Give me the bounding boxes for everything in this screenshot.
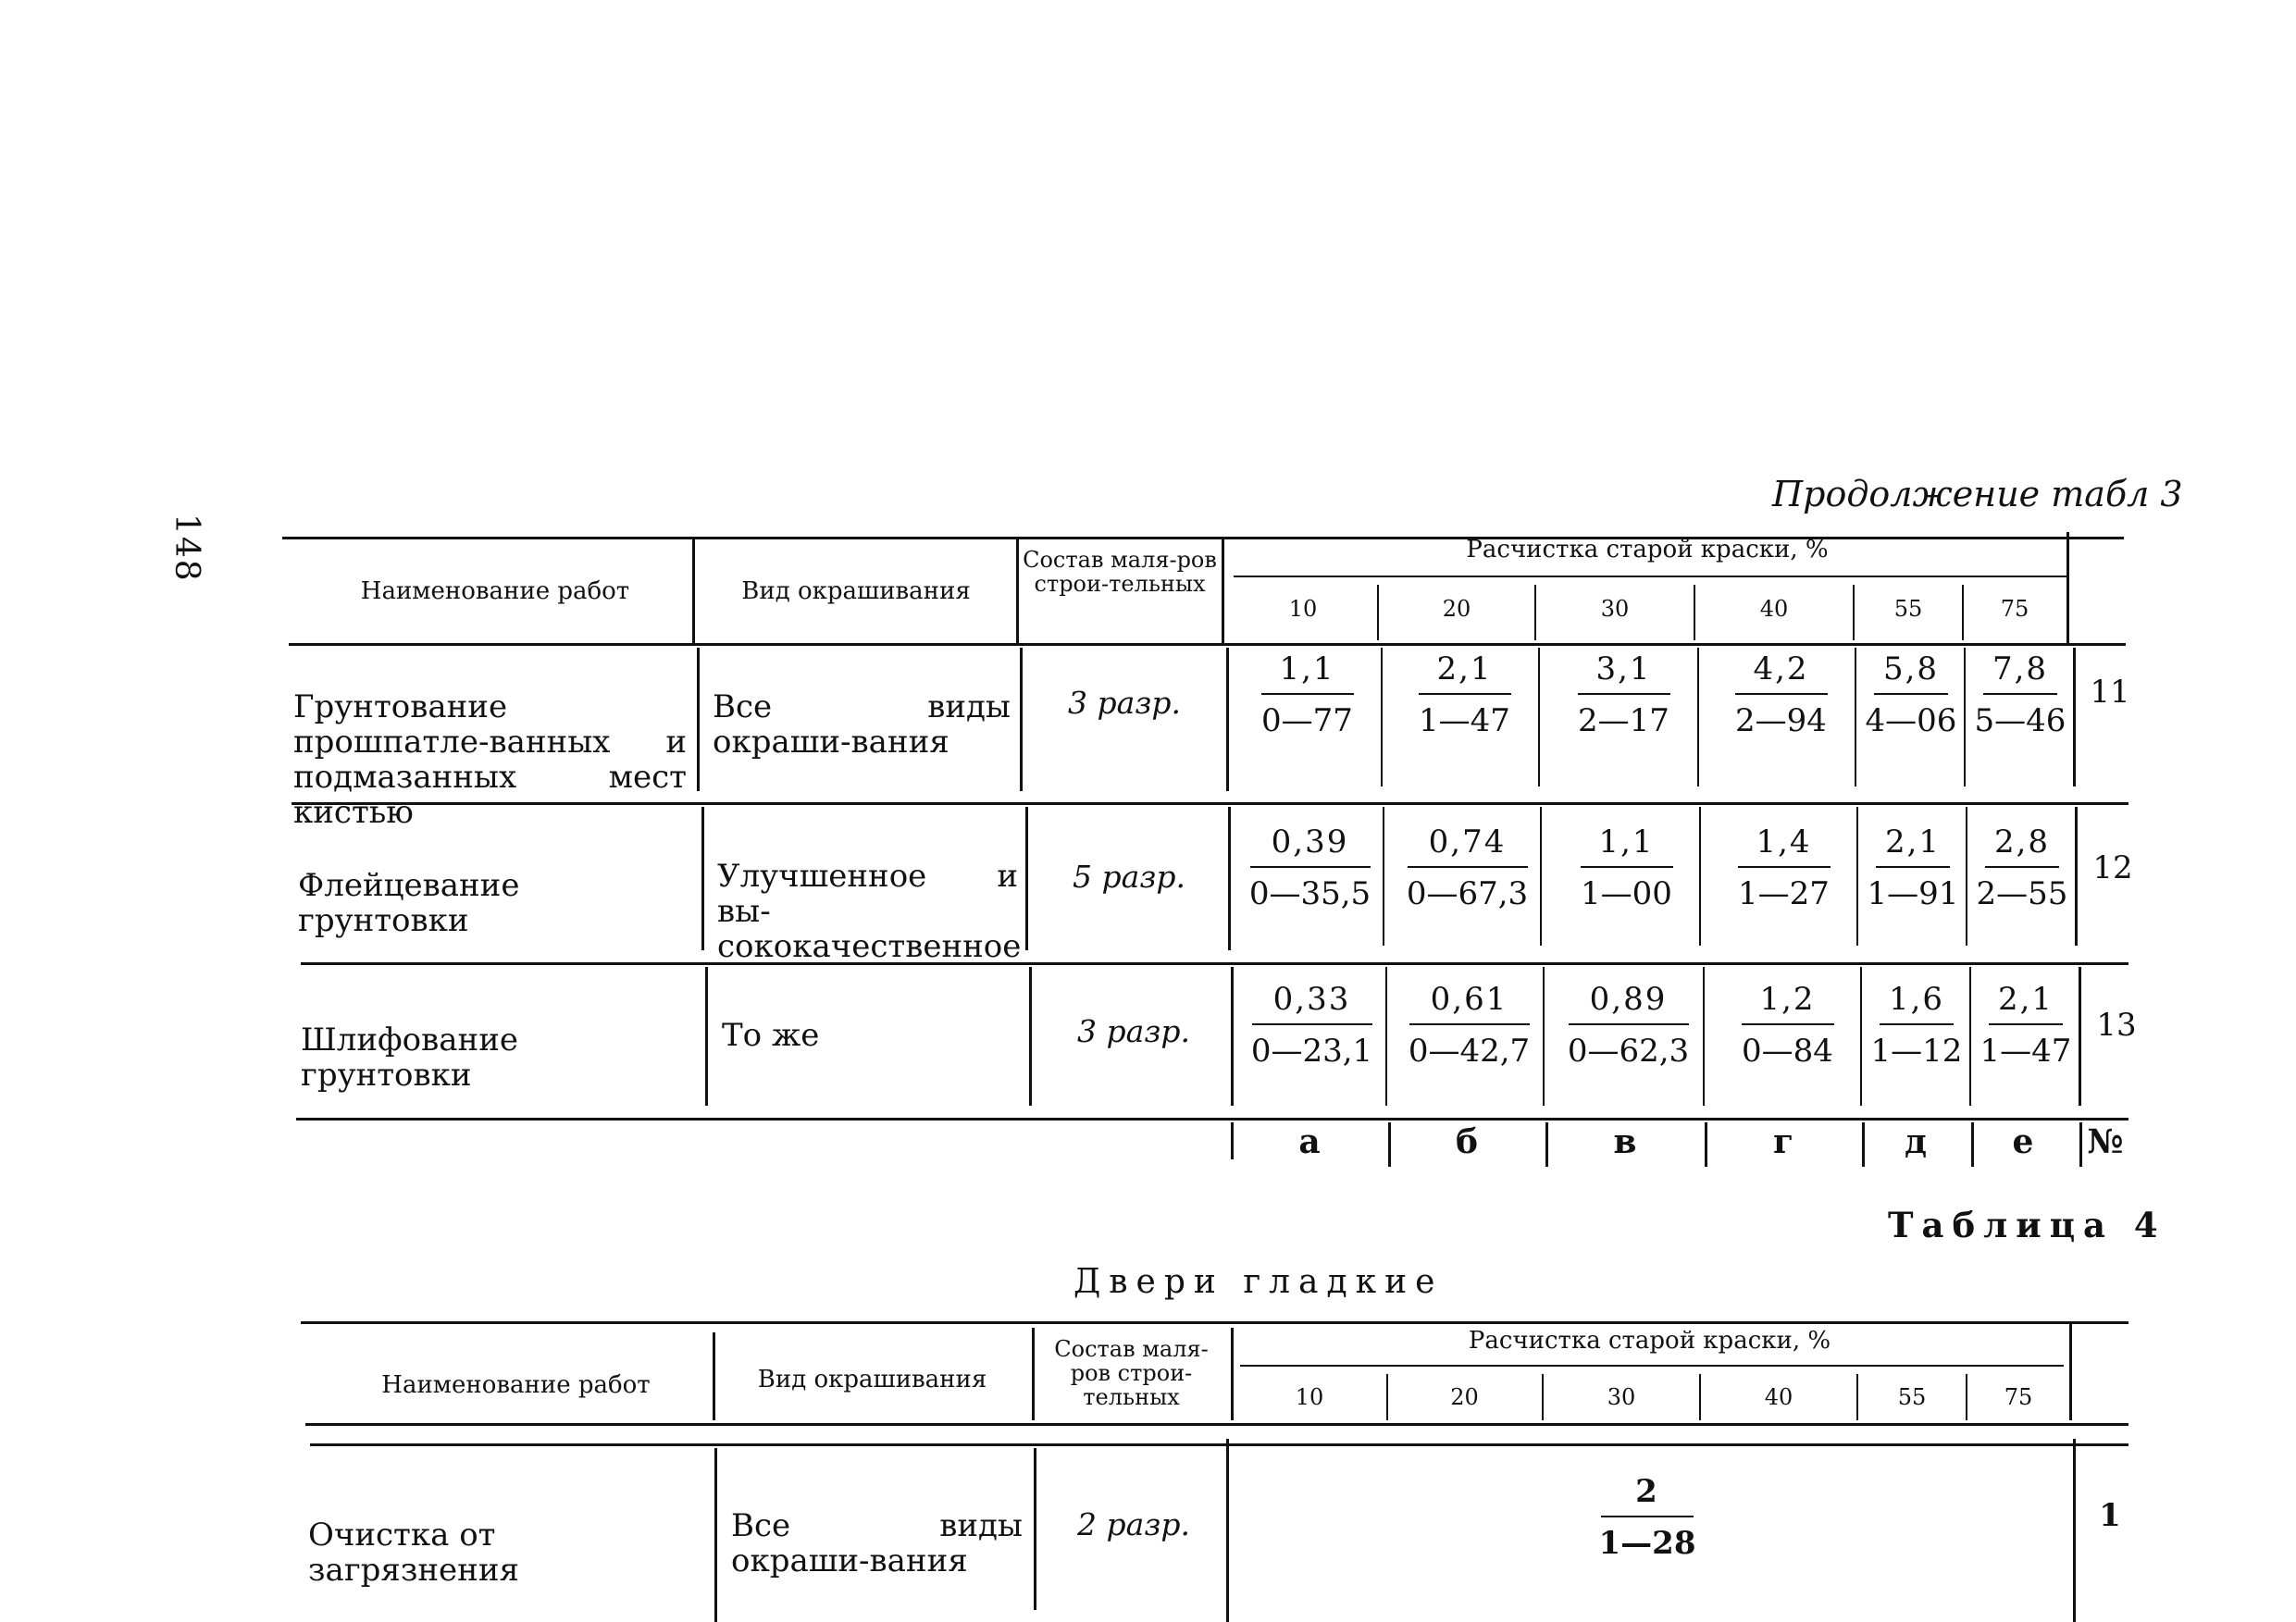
- value-fraction: 2,8 2—55: [1976, 823, 2068, 912]
- value-fraction: 2 1—28: [1598, 1473, 1696, 1562]
- row-grade: 5 разр.: [1073, 859, 1185, 895]
- table4-vrule: [1034, 1448, 1036, 1610]
- value-fraction: 1,1 0—77: [1261, 650, 1353, 739]
- table3-key-sep: [1388, 1122, 1391, 1167]
- table4-subtitle: Двери гладкие: [1074, 1263, 1444, 1301]
- column-key: б: [1455, 1122, 1478, 1161]
- row-grade: 2 разр.: [1077, 1506, 1190, 1542]
- table3-bottom-rule: [296, 1118, 2128, 1121]
- table3-vrule: [1538, 648, 1540, 786]
- table3-key-sep: [1971, 1122, 1974, 1167]
- table3-vrule: [2066, 532, 2069, 643]
- table3-vrule: [1226, 648, 1229, 791]
- row-number: 11: [2090, 674, 2130, 711]
- table4-vrule: [713, 1332, 715, 1420]
- table3-vrule: [1383, 807, 1384, 946]
- row-number: 1: [2099, 1497, 2121, 1534]
- table3-vrule: [1025, 807, 1028, 950]
- table3-vrule: [1540, 807, 1542, 946]
- table3-key-sep: [1231, 1122, 1234, 1159]
- header-percent: 75: [2004, 1384, 2033, 1410]
- row-name: Флейцевание грунтовки: [298, 867, 520, 939]
- table3-header-bottom-rule: [289, 643, 2126, 646]
- header-percent: 10: [1288, 596, 1318, 622]
- row-name: Грунтование прошпатле-ванных и подмазанных мест кистью: [293, 688, 687, 831]
- row-name: Шлифование грунтовки: [301, 1021, 518, 1094]
- row-grade: 3 разр.: [1068, 685, 1181, 721]
- page-number: 148: [168, 514, 205, 583]
- table3-vrule: [1016, 537, 1019, 643]
- continuation-caption: Продолжение табл 3: [1772, 474, 2183, 514]
- table4-header-bottom-rule: [305, 1423, 2128, 1426]
- table4-title: Таблица 4: [1888, 1205, 2166, 1245]
- table4-vrule: [1032, 1328, 1035, 1420]
- value-fraction: 5,8 4—06: [1865, 650, 1957, 739]
- header-percent: 20: [1450, 1384, 1479, 1410]
- header-name: Наименование работ: [381, 1371, 651, 1399]
- table3-key-sep: [1705, 1122, 1707, 1167]
- table4-vrule: [714, 1448, 717, 1622]
- header-stripping: Расчистка старой краски, %: [1466, 536, 1829, 563]
- table3-vrule: [701, 807, 704, 950]
- row-number: 13: [2096, 1007, 2137, 1044]
- row-kind: Все виды окраши-вания: [731, 1507, 1023, 1579]
- table4-vrule: [2073, 1439, 2076, 1622]
- value-fraction: 2,1 1—91: [1867, 823, 1959, 912]
- column-key: г: [1772, 1122, 1794, 1161]
- column-key: е: [2012, 1122, 2034, 1161]
- header-kind: Вид окрашивания: [757, 1366, 987, 1393]
- row-number: 12: [2092, 849, 2133, 886]
- header-crew: Состав маля-ров строи-тельных: [1023, 547, 1217, 597]
- header-percent: 55: [1897, 1384, 1927, 1410]
- header-percent: 40: [1759, 596, 1789, 622]
- table4-body-top-rule: [310, 1443, 2128, 1446]
- table3-vrule: [1020, 648, 1023, 791]
- header-name: Наименование работ: [360, 577, 630, 605]
- header-percent: 20: [1442, 596, 1471, 622]
- table4-subheader-rule: [1240, 1365, 2064, 1367]
- value-fraction: 4,2 2—94: [1735, 650, 1827, 739]
- table3-vrule: [1385, 967, 1387, 1106]
- table3-vrule: [705, 967, 708, 1106]
- table3-key-sep: [1862, 1122, 1865, 1167]
- row-name: Очистка от загрязнения: [308, 1517, 519, 1589]
- column-key: а: [1298, 1122, 1321, 1161]
- table3-subheader-rule: [1234, 576, 2066, 577]
- header-percent: 75: [2000, 596, 2029, 622]
- table3-vrule: [1029, 967, 1032, 1106]
- value-fraction: 0,61 0—42,7: [1408, 981, 1531, 1070]
- table3-vrule: [1543, 967, 1545, 1106]
- table3-vrule: [1231, 967, 1234, 1106]
- table3-vrule: [1381, 648, 1383, 786]
- row-kind: То же: [722, 1017, 820, 1054]
- header-percent: 10: [1295, 1384, 1324, 1410]
- value-fraction: 0,89 0—62,3: [1567, 981, 1690, 1070]
- value-fraction: 1,6 1—12: [1870, 981, 1963, 1070]
- header-crew: Состав маля-ров строи-тельных: [1054, 1336, 1209, 1410]
- table3-vrule: [1697, 648, 1699, 786]
- table4-vrule: [1226, 1439, 1229, 1622]
- header-kind: Вид окрашивания: [741, 577, 971, 605]
- column-key-number: №: [2087, 1122, 2124, 1161]
- value-fraction: 3,1 2—17: [1578, 650, 1669, 739]
- table4-top-rule: [301, 1321, 2128, 1324]
- table3-vrule: [697, 648, 700, 791]
- table3-key-sep: [1545, 1122, 1548, 1167]
- column-key: д: [1905, 1122, 1927, 1161]
- header-stripping: Расчистка старой краски, %: [1468, 1327, 1831, 1355]
- value-fraction: 0,39 0—35,5: [1248, 823, 1371, 912]
- table4-vrule: [1231, 1328, 1234, 1420]
- value-fraction: 0,33 0—23,1: [1250, 981, 1373, 1070]
- value-fraction: 2,1 1—47: [1980, 981, 2072, 1070]
- value-fraction: 1,4 1—27: [1738, 823, 1830, 912]
- column-key: в: [1613, 1122, 1637, 1161]
- header-percent: 55: [1893, 596, 1923, 622]
- table3-vrule: [1699, 807, 1701, 946]
- row-kind: Улучшенное и вы-сококачественное: [717, 858, 1022, 965]
- value-fraction: 1,1 1—00: [1581, 823, 1672, 912]
- table3-vrule: [1222, 537, 1224, 643]
- value-fraction: 7,8 5—46: [1974, 650, 2066, 739]
- row-kind: Все виды окраши-вания: [713, 688, 1011, 761]
- table3-vrule: [1703, 967, 1705, 1106]
- header-percent: 40: [1764, 1384, 1793, 1410]
- header-percent: 30: [1607, 1384, 1636, 1410]
- table3-vrule: [1228, 807, 1231, 950]
- table3-vrule: [692, 539, 695, 644]
- value-fraction: 2,1 1—47: [1419, 650, 1510, 739]
- table3-row-rule-2: [301, 962, 2128, 965]
- value-fraction: 0,74 0—67,3: [1406, 823, 1529, 912]
- header-percent: 30: [1600, 596, 1630, 622]
- value-fraction: 1,2 0—84: [1742, 981, 1833, 1070]
- row-grade: 3 разр.: [1077, 1013, 1190, 1049]
- table4-vrule: [2069, 1323, 2072, 1420]
